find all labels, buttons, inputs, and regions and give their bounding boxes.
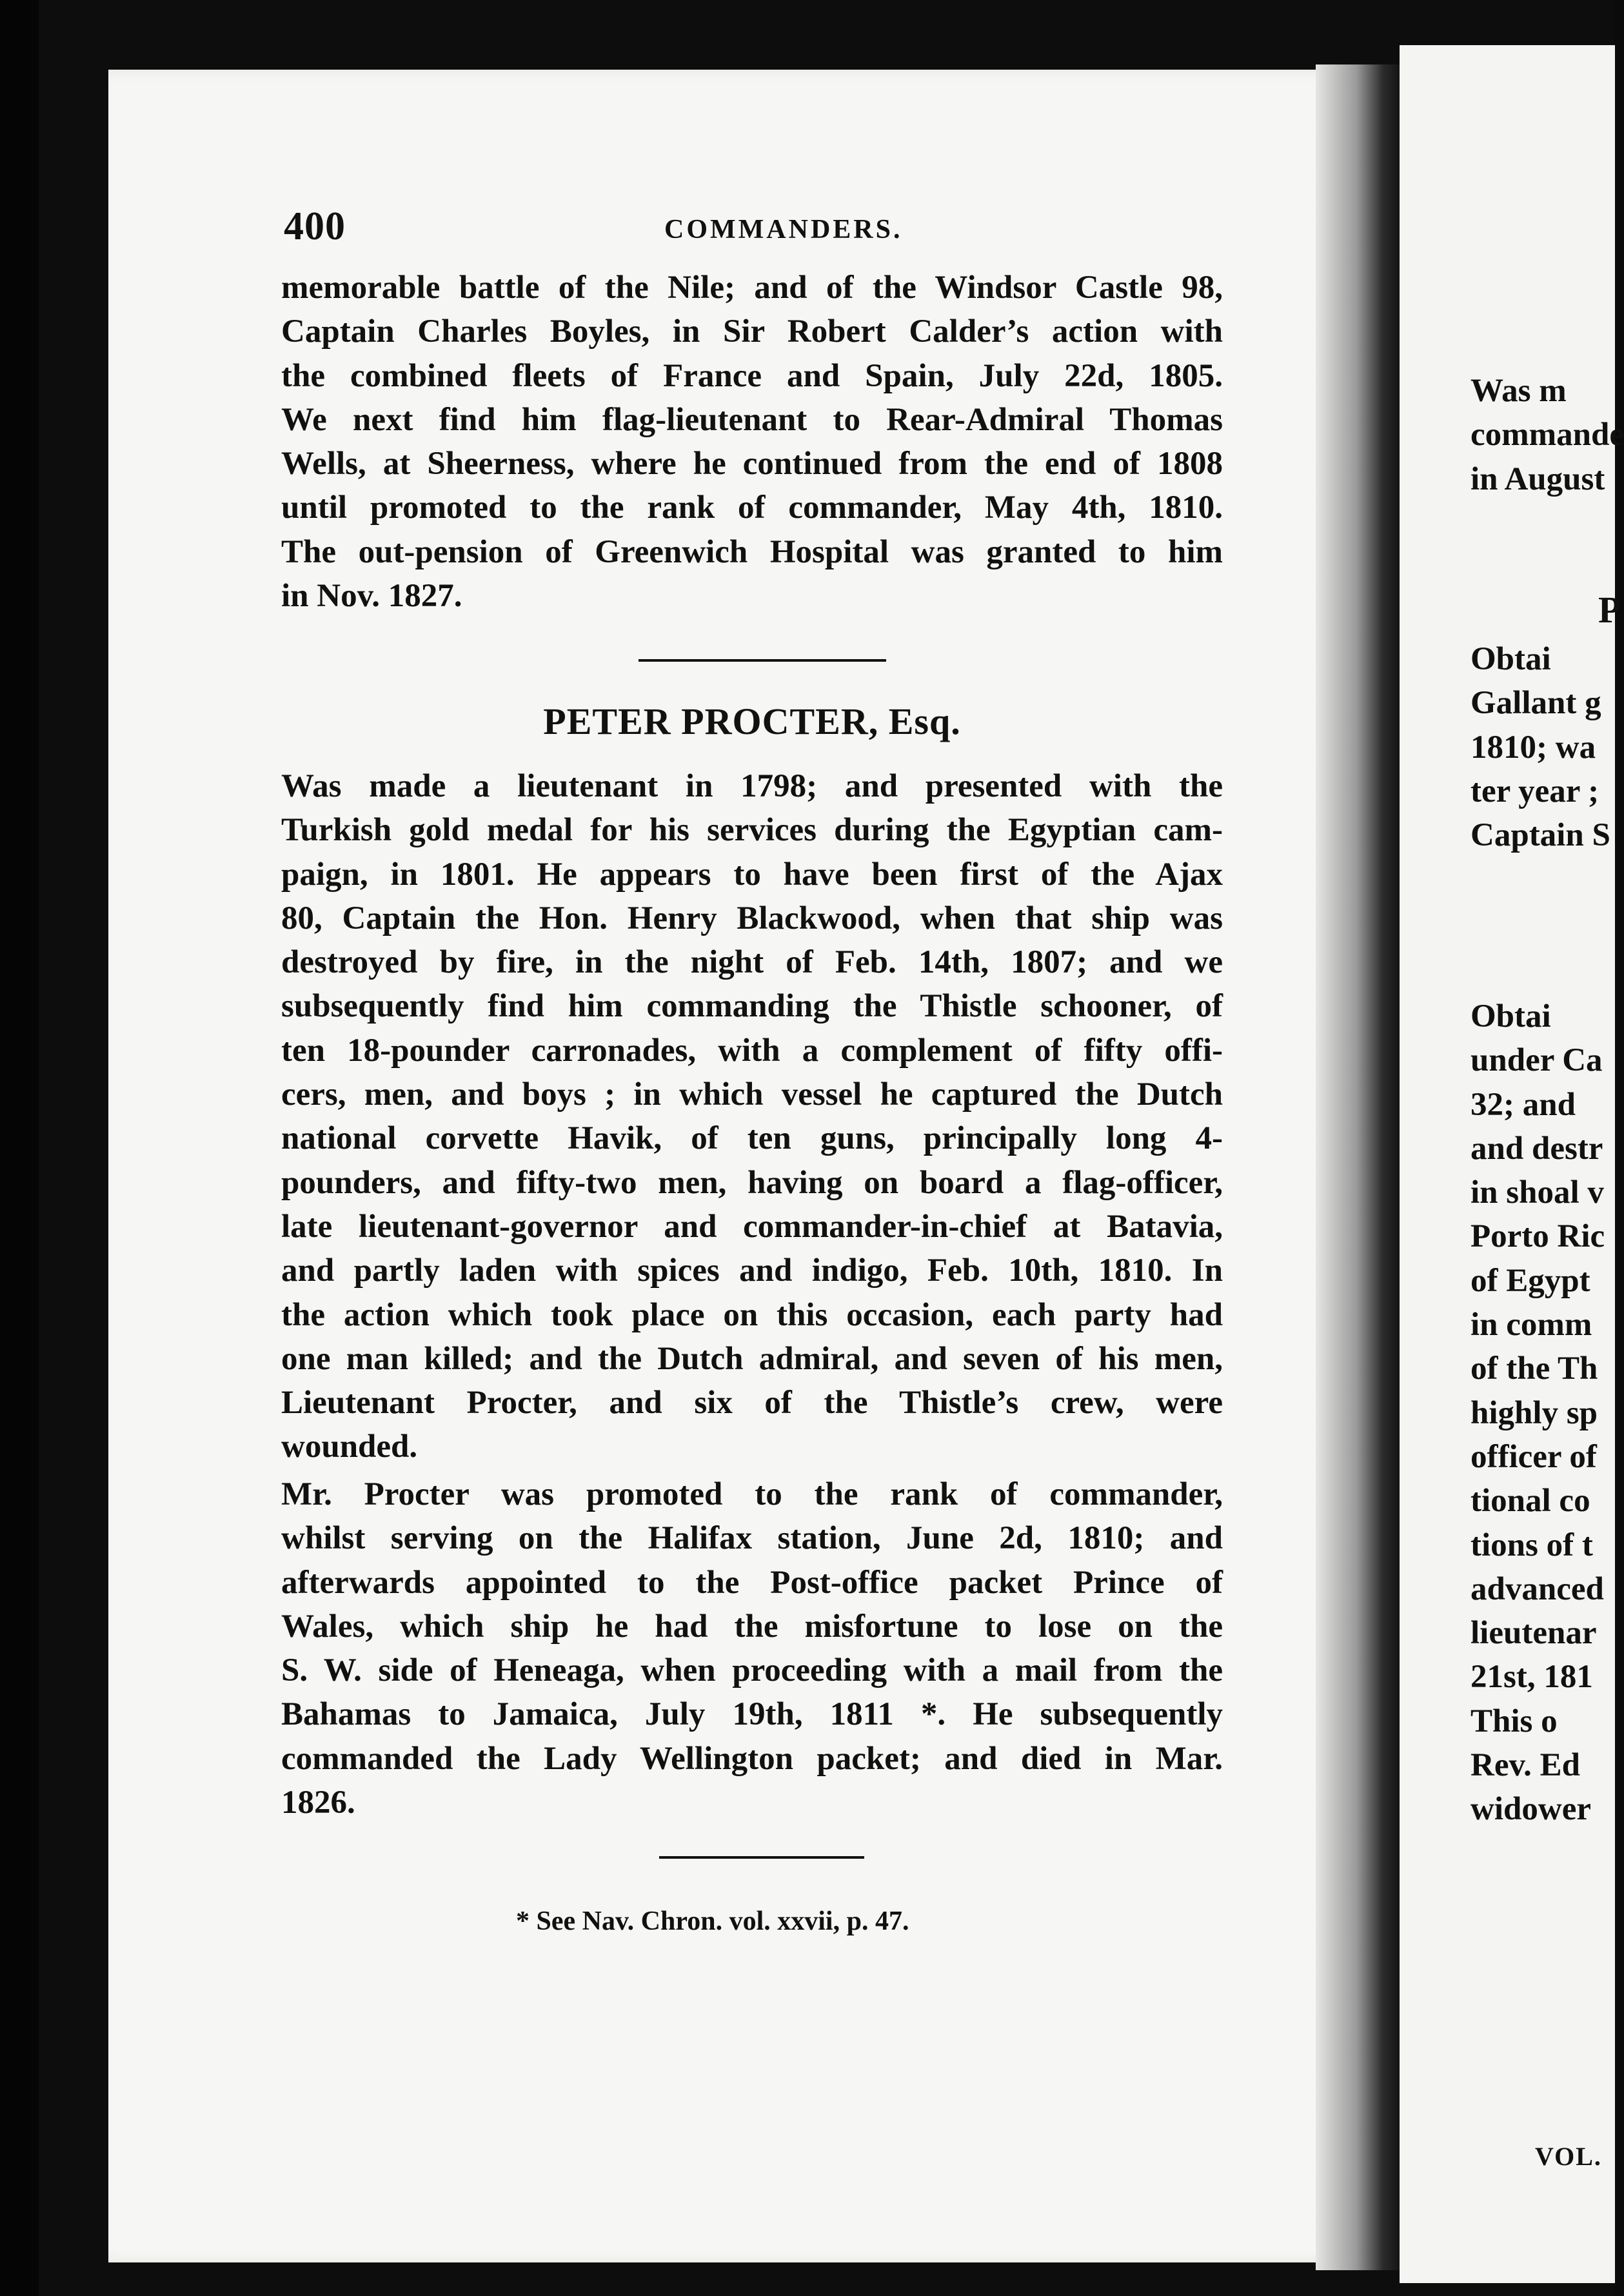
right-text-line: Captain S (1471, 817, 1610, 854)
right-text-line: Obtai (1471, 998, 1551, 1034)
right-text-line: in comm (1471, 1307, 1592, 1343)
text-line: in Nov. 1827. (281, 578, 462, 615)
right-text-line: of Egypt (1471, 1262, 1590, 1299)
text-line: Wales, which ship he had the misfortune to lose on the (281, 1608, 1223, 1645)
right-text-line: tional co (1471, 1483, 1590, 1519)
text-line: wounded. (281, 1429, 418, 1465)
text-line: Mr. Procter was promoted to the rank of commander, (281, 1476, 1223, 1512)
right-page-middle-lines (1471, 637, 1610, 857)
text-line: pounders, and fifty-two men, having on board a flag-officer, (281, 1164, 1223, 1201)
book-gutter (1316, 64, 1406, 2270)
text-line: the action which took place on this occasion, each party had (281, 1296, 1223, 1333)
right-text-line: highly sp (1471, 1394, 1598, 1431)
right-text-line: tions of t (1471, 1527, 1593, 1563)
right-text-line: and destr (1471, 1130, 1603, 1167)
text-line: Was made a lieutenant in 1798; and presented with the (281, 768, 1223, 804)
text-line: whilst serving on the Halifax station, June 2d, 1810; and (281, 1520, 1223, 1557)
paragraph-1 (281, 764, 1223, 1469)
continued-text (281, 266, 1223, 618)
paragraph-2 (281, 1472, 1223, 1825)
book-edge-shadow (0, 0, 39, 2296)
text-line: Wells, at Sheerness, where he continued from the end of 1808 (281, 446, 1223, 482)
text-line: subsequently find him commanding the Thistle schooner, of (281, 988, 1223, 1025)
text-line: afterwards appointed to the Post-office packet Prince of (281, 1564, 1223, 1601)
text-line: The out-pension of Greenwich Hospital was granted to him (281, 533, 1223, 570)
right-page-foot: VOL. (1535, 2142, 1602, 2171)
text-line: S. W. side of Heneaga, when proceeding with a mail from the (281, 1652, 1223, 1689)
entry-heading (281, 700, 1223, 743)
separator-rule (639, 659, 886, 662)
right-text-line: Obtai (1471, 641, 1551, 677)
text-line: Captain Charles Boyles, in Sir Robert Calder’s action with (281, 313, 1223, 350)
footnote-rule (659, 1856, 864, 1859)
right-text-line: Was m (1471, 373, 1567, 409)
right-text-line: ter year ; (1471, 773, 1599, 809)
text-line: national corvette Havik, of ten guns, principally long 4- (281, 1120, 1223, 1157)
right-text-line: in shoal v (1471, 1174, 1604, 1211)
page-number: 400 (284, 204, 346, 248)
right-text-line: 21st, 181 (1471, 1659, 1593, 1696)
text-line: late lieutenant-governor and commander-in-chief at Batavia, (281, 1208, 1223, 1245)
entry-heading-title: Esq. (888, 700, 961, 742)
right-text-line: 1810; wa (1471, 729, 1596, 766)
text-line: and partly laden with spices and indigo, Feb. 10th, 1810. In (281, 1252, 1223, 1289)
text-line: 1826. (281, 1785, 355, 1821)
running-head: COMMANDERS. (664, 215, 903, 244)
text-line: cers, men, and boys ; in which vessel he captured the Dutch (281, 1076, 1223, 1113)
footnote: * See Nav. Chron. vol. xxvii, p. 47. (516, 1906, 909, 1936)
text-line: Turkish gold medal for his services during the Egyptian cam- (281, 812, 1223, 849)
right-text-line: 32; and (1471, 1086, 1576, 1123)
right-text-line: Rev. Ed (1471, 1747, 1581, 1784)
right-text-line: officer of (1471, 1438, 1597, 1475)
right-text-line: in August (1471, 460, 1605, 497)
right-text-line: This o (1471, 1703, 1558, 1739)
text-line: the combined fleets of France and Spain, July 22d, 1805. (281, 357, 1223, 394)
text-line: one man killed; and the Dutch admiral, and seven of his men, (281, 1340, 1223, 1377)
right-text-line: advanced (1471, 1570, 1604, 1607)
text-line: We next find him flag-lieutenant to Rear-Admiral Thomas (281, 401, 1223, 438)
entry-heading-name: PETER PROCTER, (543, 700, 879, 742)
right-text-line: Gallant g (1471, 685, 1601, 722)
text-line: memorable battle of the Nile; and of the Windsor Castle 98, (281, 270, 1223, 306)
right-text-line: lieutenar (1471, 1615, 1597, 1652)
right-text-line: Porto Ric (1471, 1218, 1605, 1255)
text-line: Bahamas to Jamaica, July 19th, 1811 *. He subsequently (281, 1696, 1223, 1733)
text-line: paign, in 1801. He appears to have been first of the Ajax (281, 856, 1223, 893)
right-text-line: of the Th (1471, 1351, 1598, 1387)
text-line: destroyed by fire, in the night of Feb. 14th, 1807; and we (281, 944, 1223, 981)
right-page-heading-fragment: P (1598, 589, 1621, 631)
right-text-line: commande (1471, 417, 1624, 453)
right-page-lower-lines (1471, 995, 1605, 1832)
right-text-line: widower (1471, 1791, 1591, 1828)
text-line: Lieutenant Procter, and six of the Thistle’s crew, were (281, 1385, 1223, 1421)
text-line: commanded the Lady Wellington packet; and died in Mar. (281, 1740, 1223, 1777)
text-line: 80, Captain the Hon. Henry Blackwood, when that ship was (281, 900, 1223, 936)
right-page-top-lines (1471, 369, 1624, 501)
text-line: until promoted to the rank of commander, May 4th, 1810. (281, 490, 1223, 526)
text-line: ten 18-pounder carronades, with a complement of fifty offi- (281, 1032, 1223, 1069)
right-text-line: under Ca (1471, 1042, 1603, 1079)
